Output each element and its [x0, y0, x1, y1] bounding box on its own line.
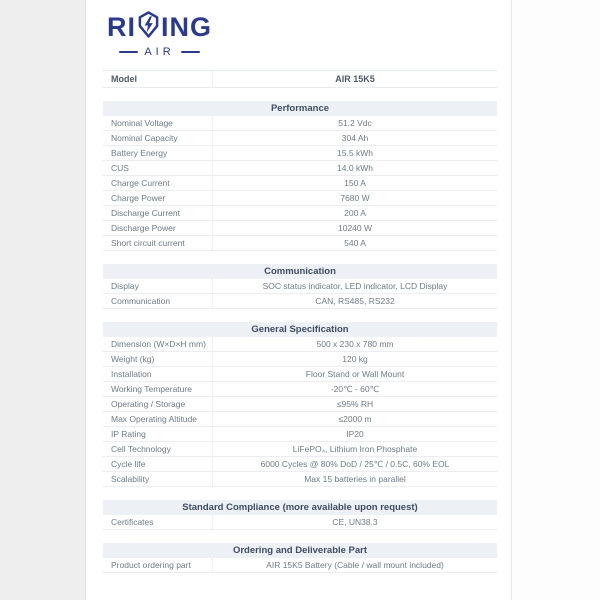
section-title: General Specification [103, 322, 497, 337]
spec-row [103, 131, 497, 146]
model-label: Model [103, 71, 213, 87]
section-performance [103, 101, 497, 251]
spec-value: 15.5 kWh [337, 148, 373, 158]
spec-label: Discharge Power [103, 221, 213, 235]
spec-row [103, 176, 497, 191]
spec-value: -20℃ - 60℃ [330, 383, 380, 394]
subtitle-dash-left [119, 51, 138, 53]
spec-label: Installation [103, 367, 213, 381]
brand-wordmark-left: RI [107, 12, 136, 42]
spec-row [103, 457, 497, 472]
brand-logo [107, 11, 212, 58]
brand-subtitle-text: AIR [144, 46, 175, 58]
spec-label: Charge Current [103, 176, 213, 190]
spec-row [103, 472, 497, 487]
section-standard-compliance-more-available-upon- [103, 500, 497, 530]
section-communication [103, 264, 497, 309]
spec-row [103, 337, 497, 352]
spec-row [103, 221, 497, 236]
spec-label: Battery Energy [103, 146, 213, 160]
spec-label: Nominal Capacity [103, 131, 213, 145]
spec-value: 14.0 kWh [337, 163, 373, 173]
spec-value: 51.2 Vdc [338, 118, 372, 128]
section-title: Standard Compliance (more available upon request) [103, 500, 497, 515]
spec-value: CE, UN38.3 [332, 517, 378, 527]
spec-label: Display [103, 279, 213, 293]
spec-label: Certificates [103, 515, 213, 529]
spec-value: 7680 W [340, 193, 370, 203]
spec-label: CUS [103, 161, 213, 175]
spec-value: 10240 W [337, 223, 373, 233]
spec-value: 200 A [344, 208, 366, 218]
spec-label: Discharge Current [103, 206, 213, 220]
spec-row [103, 279, 497, 294]
spec-value: 150 A [344, 178, 366, 188]
left-margin-band [0, 0, 85, 600]
spec-row [103, 397, 497, 412]
brand-wordmark [107, 11, 212, 43]
section-title: Ordering and Deliverable Part [103, 543, 497, 558]
spec-row [103, 116, 497, 131]
spec-table-area [103, 70, 497, 573]
spec-row [103, 161, 497, 176]
spec-label: Product ordering part [103, 558, 213, 572]
spec-row [103, 206, 497, 221]
spec-row [103, 427, 497, 442]
spec-value: 500 x 230 x 780 mm [316, 339, 394, 349]
spec-label: Cycle life [103, 457, 213, 471]
spec-label: Cell Technology [103, 442, 213, 456]
spec-value: SOC status indicator, LED indicator, LCD Display [262, 281, 448, 291]
model-row [103, 70, 497, 88]
spec-value: 304 Ah [341, 133, 369, 143]
section-title: Communication [103, 264, 497, 279]
spec-label: IP Rating [103, 427, 213, 441]
spec-label: Weight (kg) [103, 352, 213, 366]
spec-value: 6000 Cycles @ 80% DoD / 25℃ / 0.5C, 60% EOL [260, 458, 450, 469]
spec-value: 120 kg [342, 354, 368, 364]
spec-row [103, 367, 497, 382]
spec-row [103, 412, 497, 427]
section-general-specification [103, 322, 497, 487]
sections [103, 101, 497, 573]
spec-row [103, 191, 497, 206]
spec-value: CAN, RS485, RS232 [315, 296, 395, 306]
spec-row [103, 382, 497, 397]
spec-row [103, 352, 497, 367]
spec-value: LiFePO₄, Lithium Iron Phosphate [292, 444, 418, 454]
spec-label: Scalability [103, 472, 213, 486]
spec-value: AIR 15K5 Battery (Cable / wall mount included) [266, 560, 444, 570]
spec-label: Short circuit current [103, 236, 213, 250]
spec-value: ≤95% RH [336, 399, 374, 409]
spec-label: Operating / Storage [103, 397, 213, 411]
spec-value: Max 15 batteries in parallel [304, 474, 406, 484]
spec-label: Working Temperature [103, 382, 213, 396]
spec-value: 540 A [344, 238, 366, 248]
section-ordering-and-deliverable-part [103, 543, 497, 573]
brand-subtitle [107, 46, 212, 58]
spec-row [103, 236, 497, 251]
spec-label: Communication [103, 294, 213, 308]
spec-row [103, 515, 497, 530]
spec-label: Dimension (W×D×H mm) [103, 337, 213, 351]
brand-wordmark-right: ING [161, 12, 213, 42]
spec-label: Nominal Voltage [103, 116, 213, 130]
datasheet-page [85, 0, 512, 600]
spec-label: Charge Power [103, 191, 213, 205]
spec-row [103, 558, 497, 573]
spec-row [103, 294, 497, 309]
spec-row [103, 146, 497, 161]
spec-value: Floor Stand or Wall Mount [305, 369, 405, 379]
spec-value: ≤2000 m [338, 414, 372, 424]
section-title: Performance [103, 101, 497, 116]
lightning-bolt-icon [137, 11, 160, 43]
spec-value: IP20 [346, 429, 364, 439]
spec-row [103, 442, 497, 457]
subtitle-dash-right [181, 51, 200, 53]
right-margin-band [512, 0, 600, 600]
model-value: AIR 15K5 [335, 74, 375, 84]
spec-label: Max Operating Altitude [103, 412, 213, 426]
